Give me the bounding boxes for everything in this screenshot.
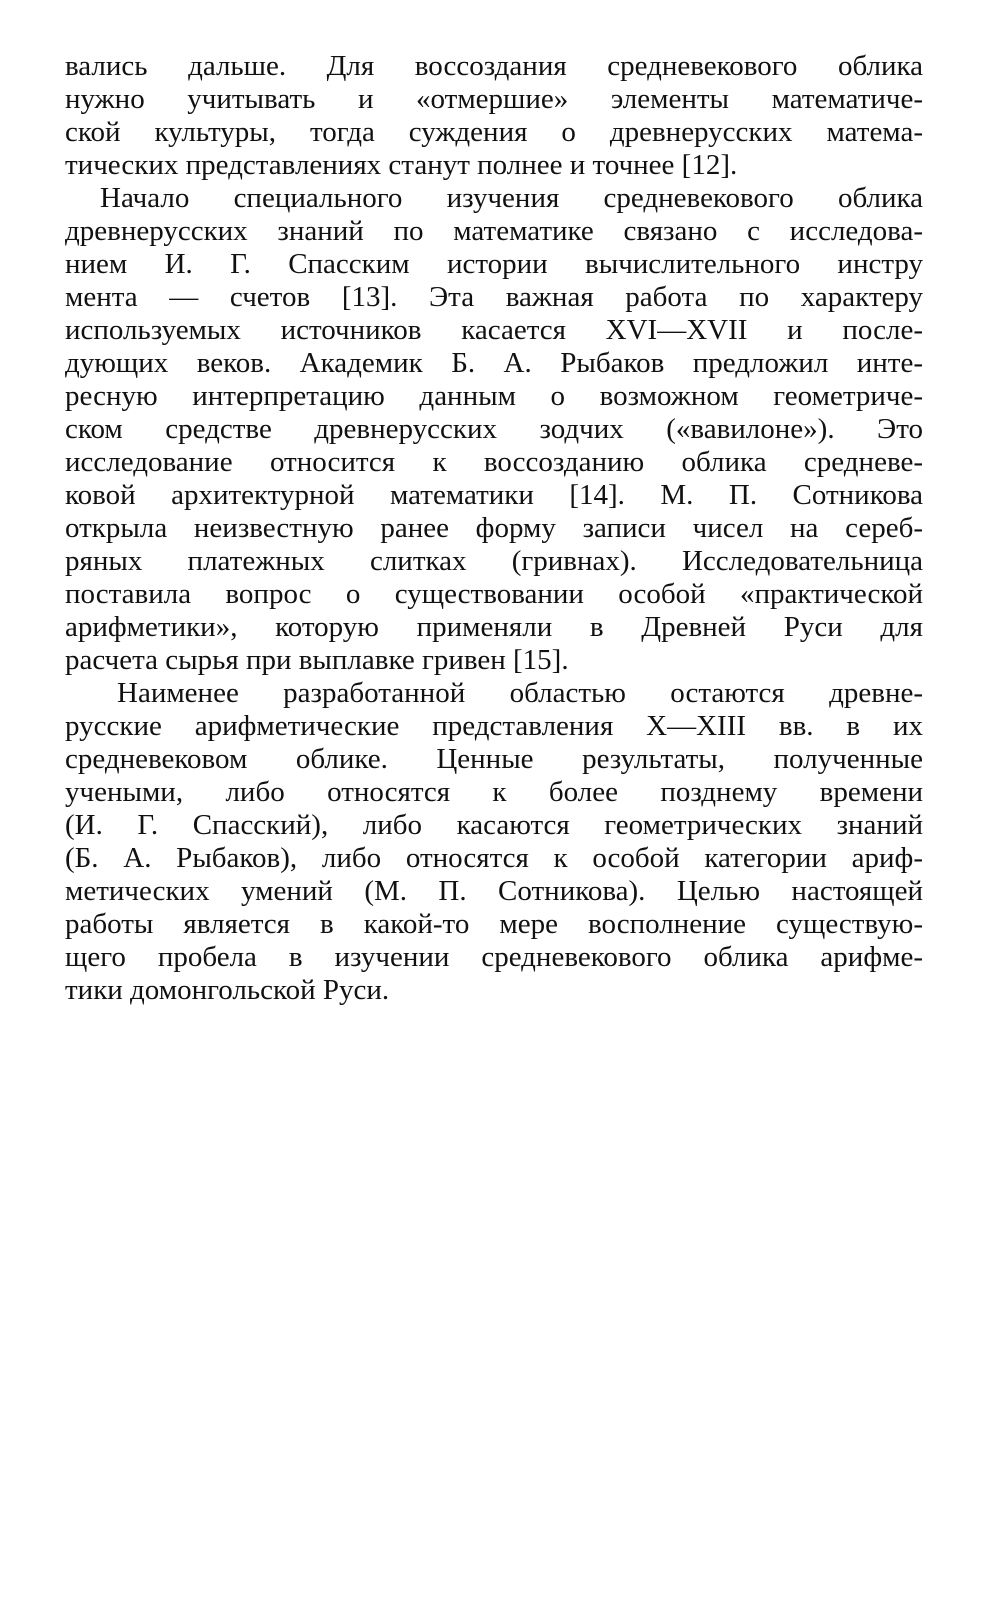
text-line: мента — счетов [13]. Эта важная работа по характеру <box>65 281 923 313</box>
text-line: исследование относится к воссозданию облика средневе- <box>65 446 923 478</box>
text-line: Наименее разработанной областью остаются древне- <box>117 677 923 709</box>
text-line: дующих веков. Академик Б. А. Рыбаков предложил инте- <box>65 347 923 379</box>
text-line: расчета сырья при выплавке гривен [15]. <box>65 644 569 676</box>
text-line: нужно учитывать и «отмершие» элементы математиче- <box>65 83 923 115</box>
text-line: нием И. Г. Спасским истории вычислительного инстру <box>65 248 923 280</box>
page-text <box>65 50 923 1007</box>
paragraph-2 <box>65 182 923 677</box>
text-line: Начало специального изучения средневекового облика <box>100 182 923 214</box>
text-line: русские арифметические представления X—XIII вв. в их <box>65 710 923 742</box>
text-line: метических умений (М. П. Сотникова). Целью настоящей <box>65 875 923 907</box>
text-line: тических представлениях станут полнее и точнее [12]. <box>65 149 738 181</box>
text-line: средневековом облике. Ценные результаты, полученные <box>65 743 923 775</box>
text-line: работы является в какой-то мере восполнение существую- <box>65 908 923 940</box>
text-line: открыла неизвестную ранее форму записи чисел на сереб- <box>65 512 923 544</box>
text-line: ряных платежных слитках (гривнах). Исследовательница <box>65 545 923 577</box>
text-line: поставила вопрос о существовании особой «практической <box>65 578 923 610</box>
paragraph-1 <box>65 50 923 182</box>
text-line: арифметики», которую применяли в Древней Руси для <box>65 611 923 643</box>
paragraph-3 <box>65 677 923 1007</box>
text-line: ской культуры, тогда суждения о древнерусских матема- <box>65 116 923 148</box>
text-line: вались дальше. Для воссоздания средневекового облика <box>65 50 923 82</box>
text-line: ском средстве древнерусских зодчих («вавилоне»). Это <box>65 413 923 445</box>
text-line: учеными, либо относятся к более позднему времени <box>65 776 923 808</box>
text-line: ресную интерпретацию данным о возможном геометриче- <box>65 380 923 412</box>
text-line: (И. Г. Спасский), либо касаются геометрических знаний <box>65 809 923 841</box>
text-line: щего пробела в изучении средневекового облика арифме- <box>65 941 923 973</box>
text-line: древнерусских знаний по математике связано с исследова- <box>65 215 923 247</box>
text-line: ковой архитектурной математики [14]. М. П. Сотникова <box>65 479 923 511</box>
text-line: используемых источников касается XVI—XVII и после- <box>65 314 923 346</box>
text-line: (Б. А. Рыбаков), либо относятся к особой категории ариф- <box>65 842 923 874</box>
text-line: тики домонгольской Руси. <box>65 974 390 1006</box>
